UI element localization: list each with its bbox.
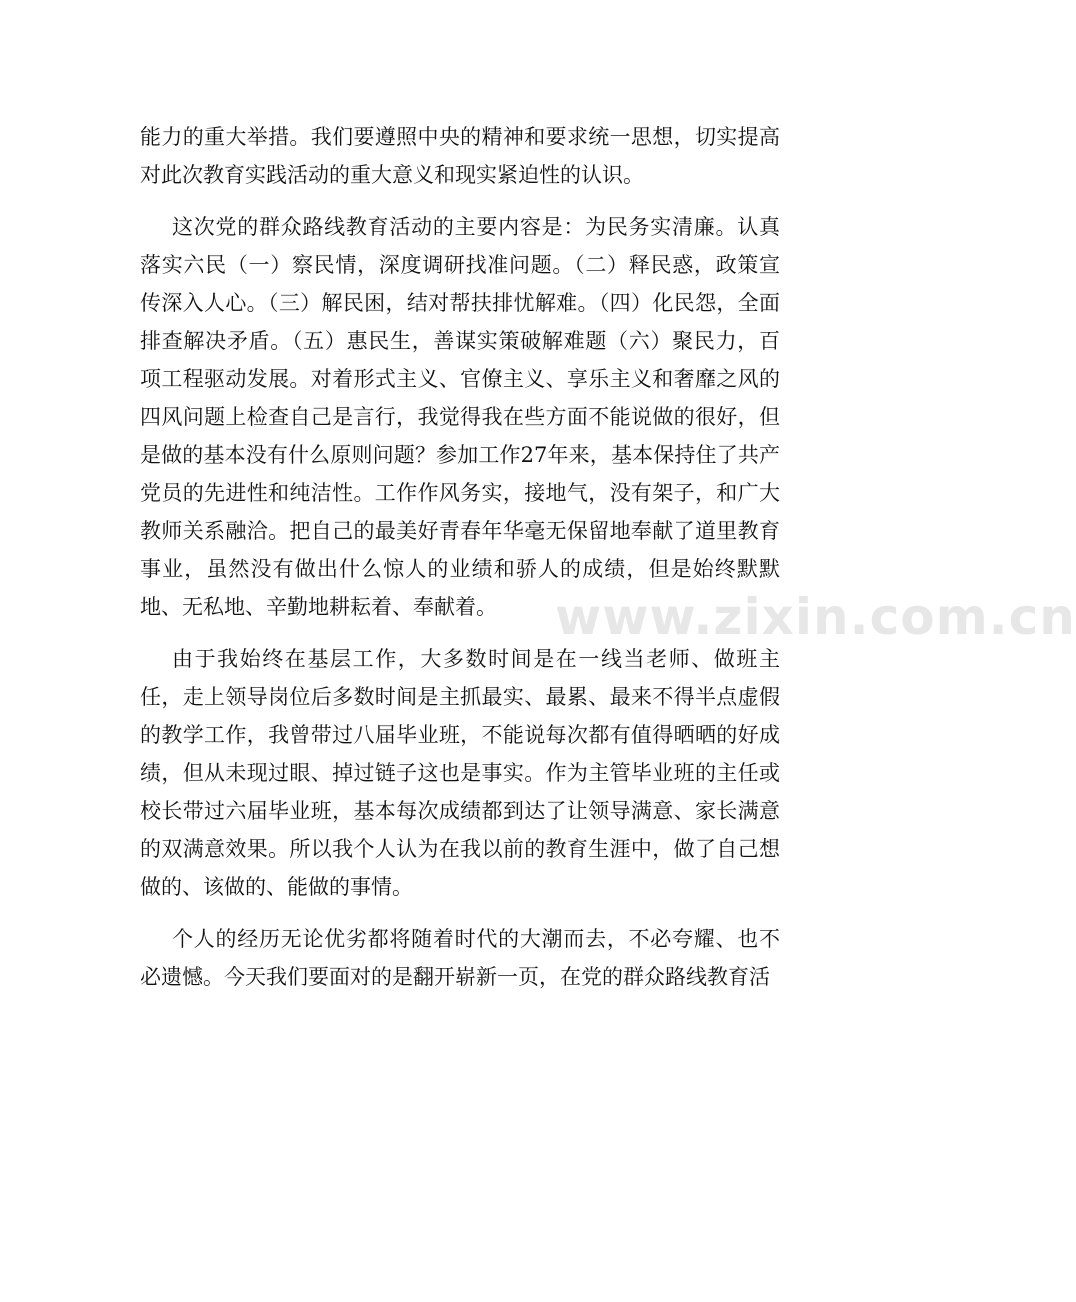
paragraph-4: 个人的经历无论优劣都将随着时代的大潮而去，不必夸耀、也不必遗憾。今天我们要面对的是翻开崭新一页，在党的群众路线教育活 (140, 927, 780, 989)
watermark-text: www.zixin.com.cn (555, 588, 1076, 646)
document-body (140, 118, 780, 1010)
paragraph-3: 由于我始终在基层工作，大多数时间是在一线当老师、做班主任，走上领导岗位后多数时间是主抓最实、最累、最来不得半点虚假的教学工作，我曾带过八届毕业班，不能说每次都有值得晒晒的好成绩，但从未现过眼、掉过链子这也是事实。作为主管毕业班的主任或校长带过六届毕业班，基本每次成绩都到达了让领导满意、家长满意的双满意效果。所以我个人认为在我以前的教育生涯中，做了自己想做的、该做的、能做的事情。 (140, 647, 780, 899)
paragraph-2: 这次党的群众路线教育活动的主要内容是：为民务实清廉。认真落实六民（一）察民情，深度调研找准问题。（二）释民惑，政策宣传深入人心。（三）解民困，结对帮扶排忧解难。（四）化民怨，全面排查解决矛盾。（五）惠民生，善谋实策破解难题（六）聚民力，百项工程驱动发展。对着形式主义、官僚主义、享乐主义和奢靡之风的四风问题上检查自己是言行，我觉得我在些方面不能说做的很好，但是做的基本没有什么原则问题？参加工作27年来，基本保持住了共产党员的先进性和纯洁性。工作作风务实，接地气，没有架子，和广大教师关系融洽。把自己的最美好青春年华毫无保留地奉献了道里教育事业，虽然没有做出什么惊人的业绩和骄人的成绩，但是始终默默地、无私地、辛勤地耕耘着、奉献着。 (140, 215, 780, 619)
paragraph-1: 能力的重大举措。我们要遵照中央的精神和要求统一思想，切实提高对此次教育实践活动的重大意义和现实紧迫性的认识。 (140, 125, 780, 187)
